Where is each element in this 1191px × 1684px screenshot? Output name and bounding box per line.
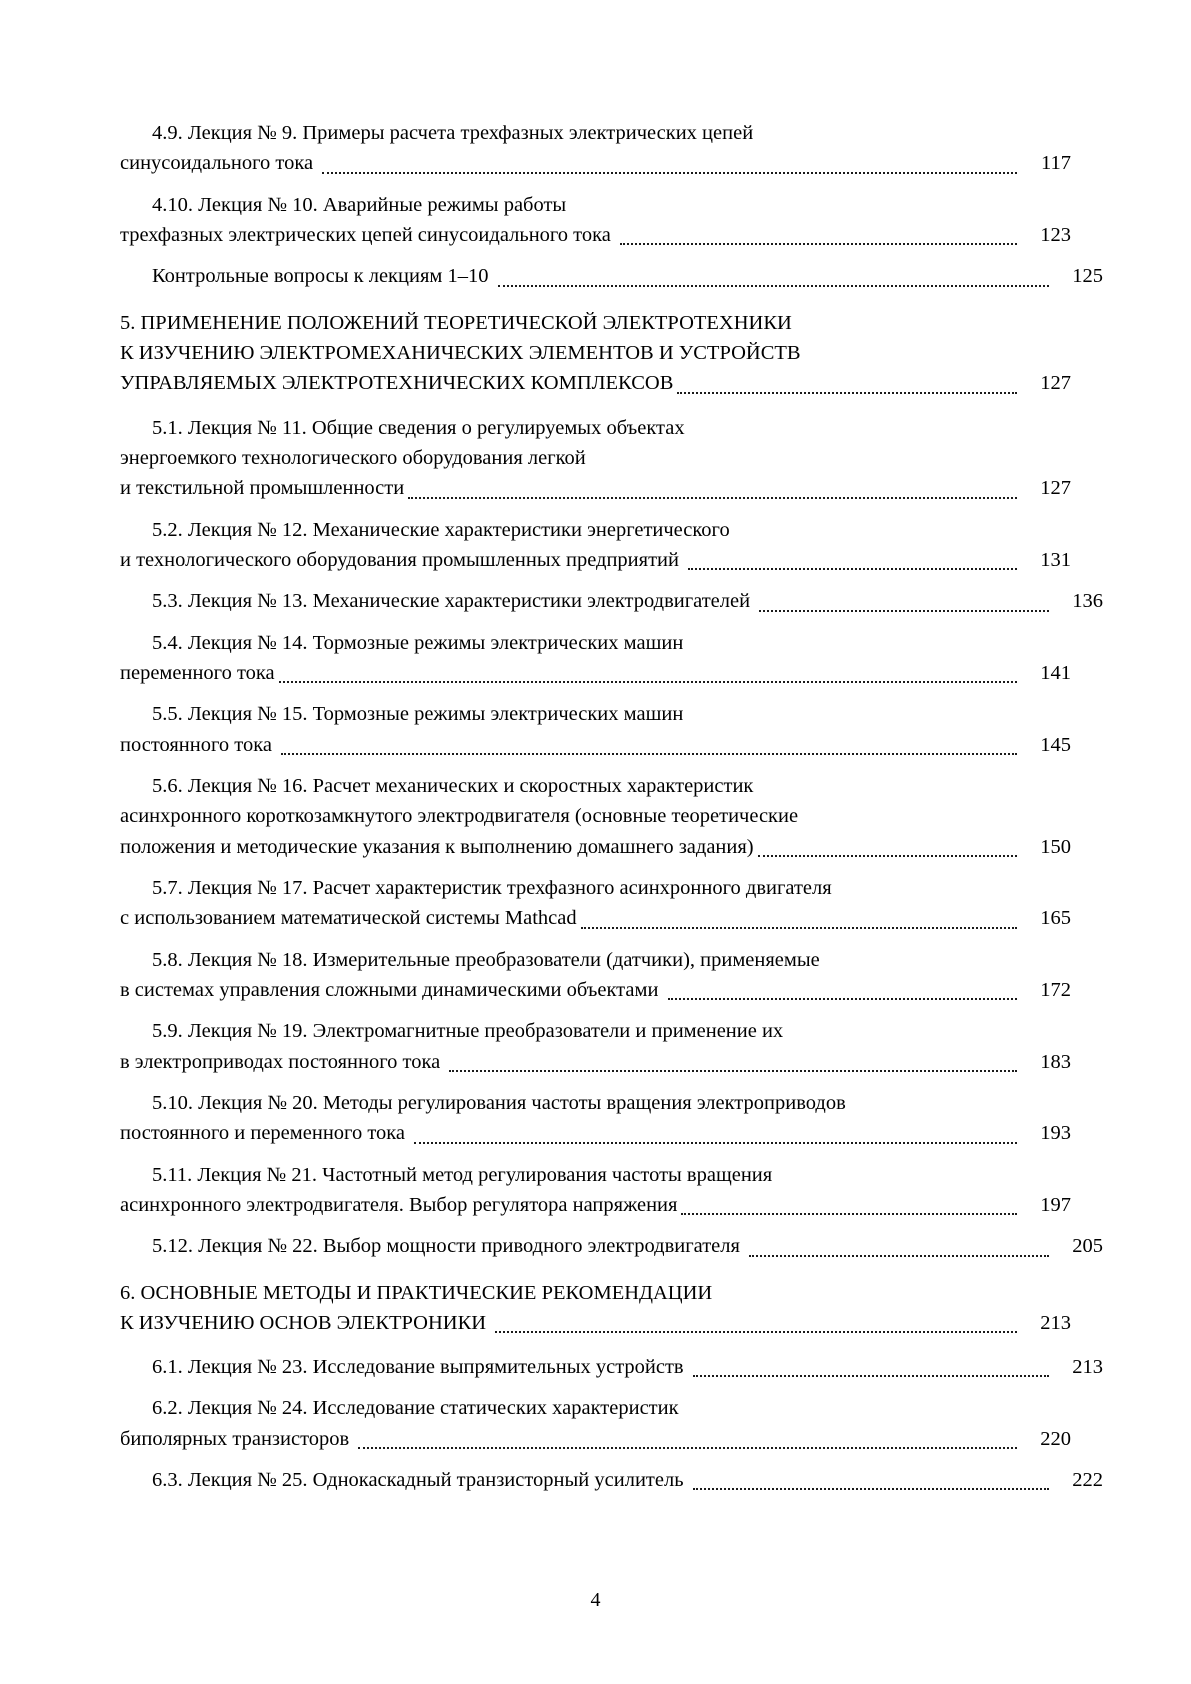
toc-leader-dots [681, 1213, 1017, 1215]
toc-entry-line [120, 1190, 1071, 1220]
toc-entry-line [120, 903, 1071, 933]
toc-page-number: 141 [1040, 661, 1071, 684]
toc-entry-line [120, 443, 1071, 473]
toc-entry-text: 5.11. Лекция № 21. Частотный метод регулирования частоты вращения [152, 1163, 773, 1186]
toc-entry-line [120, 628, 1103, 658]
toc-entry-text: 5.8. Лекция № 18. Измерительные преобразователи (датчики), применяемые [152, 948, 820, 971]
toc-entry-line [120, 1352, 1103, 1382]
toc-page-number: 172 [1040, 978, 1071, 1001]
toc-page-number: 136 [1072, 590, 1103, 613]
toc-leader-dots [759, 610, 1049, 612]
toc-leader-dots [668, 998, 1017, 1000]
toc-leader-dots [408, 497, 1017, 499]
toc-entry[interactable] [120, 1465, 1103, 1495]
toc-entry[interactable] [120, 261, 1103, 291]
toc-leader-dots [620, 243, 1017, 245]
toc-entry[interactable] [120, 628, 1071, 689]
toc-entry-text: положения и методические указания к выполнению домашнего задания) [120, 835, 754, 858]
toc-entry-text: 6.2. Лекция № 24. Исследование статических характеристик [152, 1397, 679, 1420]
toc-entry-line [120, 1278, 1071, 1308]
toc-entry-line [120, 148, 1071, 178]
toc-entry-text: синусоидального тока [120, 152, 319, 175]
table-of-contents [120, 118, 1103, 1495]
toc-entry[interactable] [120, 699, 1071, 760]
toc-entry-text: К ИЗУЧЕНИЮ ОСНОВ ЭЛЕКТРОНИКИ [120, 1311, 492, 1334]
toc-leader-dots [581, 927, 1017, 929]
toc-entry-line [120, 586, 1103, 616]
toc-entry-line [120, 945, 1103, 975]
toc-entry-text: 5.10. Лекция № 20. Методы регулирования частоты вращения электроприводов [152, 1091, 846, 1114]
toc-entry-line [120, 801, 1071, 831]
toc-entry-line [120, 1160, 1103, 1190]
toc-entry-text: постоянного и переменного тока [120, 1122, 411, 1145]
toc-page-number: 165 [1040, 907, 1071, 930]
toc-leader-dots [279, 681, 1017, 683]
toc-page-number: 197 [1040, 1193, 1071, 1216]
toc-page-number: 131 [1040, 548, 1071, 571]
toc-entry-line [120, 220, 1071, 250]
toc-entry-line [120, 473, 1071, 503]
toc-entry-line [120, 1047, 1071, 1077]
toc-entry-text: 6.1. Лекция № 23. Исследование выпрямительных устройств [152, 1356, 689, 1379]
toc-entry-text: с использованием математической системы Mathcad [120, 907, 577, 930]
toc-entry-text: 4.10. Лекция № 10. Аварийные режимы работы [152, 193, 567, 216]
toc-entry[interactable] [120, 118, 1071, 179]
toc-leader-dots [758, 855, 1017, 857]
toc-entry-text: биполярных транзисторов [120, 1427, 355, 1450]
toc-entry-line [120, 190, 1103, 220]
toc-page-number: 205 [1072, 1235, 1103, 1258]
toc-page-number: 220 [1040, 1427, 1071, 1450]
toc-entry-line [120, 1118, 1071, 1148]
toc-page-number: 222 [1072, 1469, 1103, 1492]
toc-leader-dots [281, 753, 1017, 755]
toc-entry-text: 5.12. Лекция № 22. Выбор мощности приводного электродвигателя [152, 1235, 746, 1258]
toc-entry-text: 5. ПРИМЕНЕНИЕ ПОЛОЖЕНИЙ ТЕОРЕТИЧЕСКОЙ ЭЛЕКТРОТЕХНИКИ [120, 311, 792, 334]
toc-page-number: 127 [1040, 372, 1071, 395]
toc-entry[interactable] [120, 515, 1071, 576]
toc-entry-line [120, 699, 1103, 729]
toc-entry-text: и текстильной промышленности [120, 477, 405, 500]
toc-entry[interactable] [120, 1393, 1071, 1454]
toc-entry[interactable] [120, 586, 1103, 616]
toc-leader-dots [693, 1488, 1049, 1490]
toc-entry-text: 6. ОСНОВНЫЕ МЕТОДЫ И ПРАКТИЧЕСКИЕ РЕКОМЕНДАЦИИ [120, 1281, 713, 1304]
toc-leader-dots [322, 172, 1017, 174]
toc-entry-line [120, 515, 1103, 545]
page-number: 4 [590, 1589, 601, 1611]
toc-entry-text: 5.1. Лекция № 11. Общие сведения о регулируемых объектах [152, 416, 685, 439]
toc-entry-line [120, 832, 1071, 862]
toc-entry-text: 4.9. Лекция № 9. Примеры расчета трехфазных электрических цепей [152, 122, 754, 144]
toc-entry[interactable] [120, 190, 1071, 251]
toc-entry[interactable] [120, 308, 1071, 399]
toc-entry-line [120, 338, 1071, 368]
toc-entry-line [120, 1231, 1103, 1261]
toc-entry[interactable] [120, 945, 1071, 1006]
toc-page-number: 213 [1072, 1356, 1103, 1379]
toc-page-number: 117 [1041, 152, 1071, 175]
toc-entry-line [120, 658, 1071, 688]
toc-entry-line [120, 975, 1071, 1005]
toc-entry-line [120, 413, 1103, 443]
toc-leader-dots [693, 1375, 1049, 1377]
toc-entry[interactable] [120, 1016, 1071, 1077]
toc-entry-text: УПРАВЛЯЕМЫХ ЭЛЕКТРОТЕХНИЧЕСКИХ КОМПЛЕКСОВ [120, 372, 674, 395]
toc-leader-dots [449, 1070, 1017, 1072]
toc-entry[interactable] [120, 1278, 1071, 1339]
toc-leader-dots [498, 285, 1049, 287]
toc-entry-text: Контрольные вопросы к лекциям 1–10 [152, 265, 494, 288]
toc-entry-text: 6.3. Лекция № 25. Однокаскадный транзисторный усилитель [152, 1469, 689, 1492]
toc-leader-dots [688, 568, 1017, 570]
toc-page-number: 125 [1072, 265, 1103, 288]
toc-leader-dots [677, 392, 1017, 394]
toc-entry-text: постоянного тока [120, 733, 278, 756]
toc-entry-text: в системах управления сложными динамическими объектами [120, 978, 664, 1001]
toc-entry-text: К ИЗУЧЕНИЮ ЭЛЕКТРОМЕХАНИЧЕСКИХ ЭЛЕМЕНТОВ И УСТРОЙСТВ [120, 341, 801, 364]
toc-page-number: 150 [1040, 835, 1071, 858]
toc-entry-text: 5.3. Лекция № 13. Механические характеристики электродвигателей [152, 590, 756, 613]
toc-entry-line [120, 118, 1103, 148]
toc-entry-text: 5.4. Лекция № 14. Тормозные режимы электрических машин [152, 631, 684, 654]
toc-page-number: 193 [1040, 1122, 1071, 1145]
toc-entry-text: 5.6. Лекция № 16. Расчет механических и скоростных характеристик [152, 774, 754, 797]
toc-entry-line [120, 261, 1103, 291]
toc-leader-dots [358, 1447, 1017, 1449]
toc-entry-line [120, 545, 1071, 575]
toc-entry-text: в электроприводах постоянного тока [120, 1050, 446, 1073]
toc-leader-dots [495, 1331, 1017, 1333]
toc-entry-text: 5.2. Лекция № 12. Механические характеристики энергетического [152, 518, 730, 541]
toc-entry-line [120, 1393, 1103, 1423]
toc-entry[interactable] [120, 1088, 1071, 1149]
toc-entry[interactable] [120, 873, 1071, 934]
toc-entry-line [120, 1424, 1071, 1454]
toc-entry-text: и технологического оборудования промышленных предприятий [120, 548, 685, 571]
toc-entry-text: асинхронного короткозамкнутого электродвигателя (основные теоретические [120, 805, 799, 828]
toc-entry[interactable] [120, 1160, 1071, 1221]
toc-entry-text: 5.9. Лекция № 19. Электромагнитные преобразователи и применение их [152, 1020, 784, 1043]
toc-entry-text: энергоемкого технологического оборудования легкой [120, 446, 586, 469]
toc-entry-line [120, 1016, 1103, 1046]
toc-entry-line [120, 771, 1103, 801]
toc-page-number: 213 [1040, 1311, 1071, 1334]
toc-entry-line [120, 1088, 1103, 1118]
toc-entry-line [120, 873, 1103, 903]
toc-page-number: 183 [1040, 1050, 1071, 1073]
toc-entry-line [120, 308, 1071, 338]
toc-entry-text: переменного тока [120, 661, 275, 684]
toc-entry-text: 5.5. Лекция № 15. Тормозные режимы электрических машин [152, 703, 684, 726]
toc-leader-dots [749, 1255, 1049, 1257]
toc-page-number: 123 [1040, 223, 1071, 246]
toc-entry-line [120, 1465, 1103, 1495]
toc-entry[interactable] [120, 1231, 1103, 1261]
toc-leader-dots [414, 1142, 1017, 1144]
toc-entry[interactable] [120, 413, 1071, 504]
toc-entry[interactable] [120, 1352, 1103, 1382]
toc-page-number: 145 [1040, 733, 1071, 756]
toc-entry-line [120, 1308, 1071, 1338]
toc-entry[interactable] [120, 771, 1071, 862]
toc-entry-line [120, 368, 1071, 398]
toc-entry-text: асинхронного электродвигателя. Выбор регулятора напряжения [120, 1193, 678, 1216]
toc-entry-text: трехфазных электрических цепей синусоидального тока [120, 223, 616, 246]
toc-entry-line [120, 730, 1071, 760]
toc-page-number: 127 [1040, 477, 1071, 500]
toc-entry-text: 5.7. Лекция № 17. Расчет характеристик трехфазного асинхронного двигателя [152, 876, 832, 899]
